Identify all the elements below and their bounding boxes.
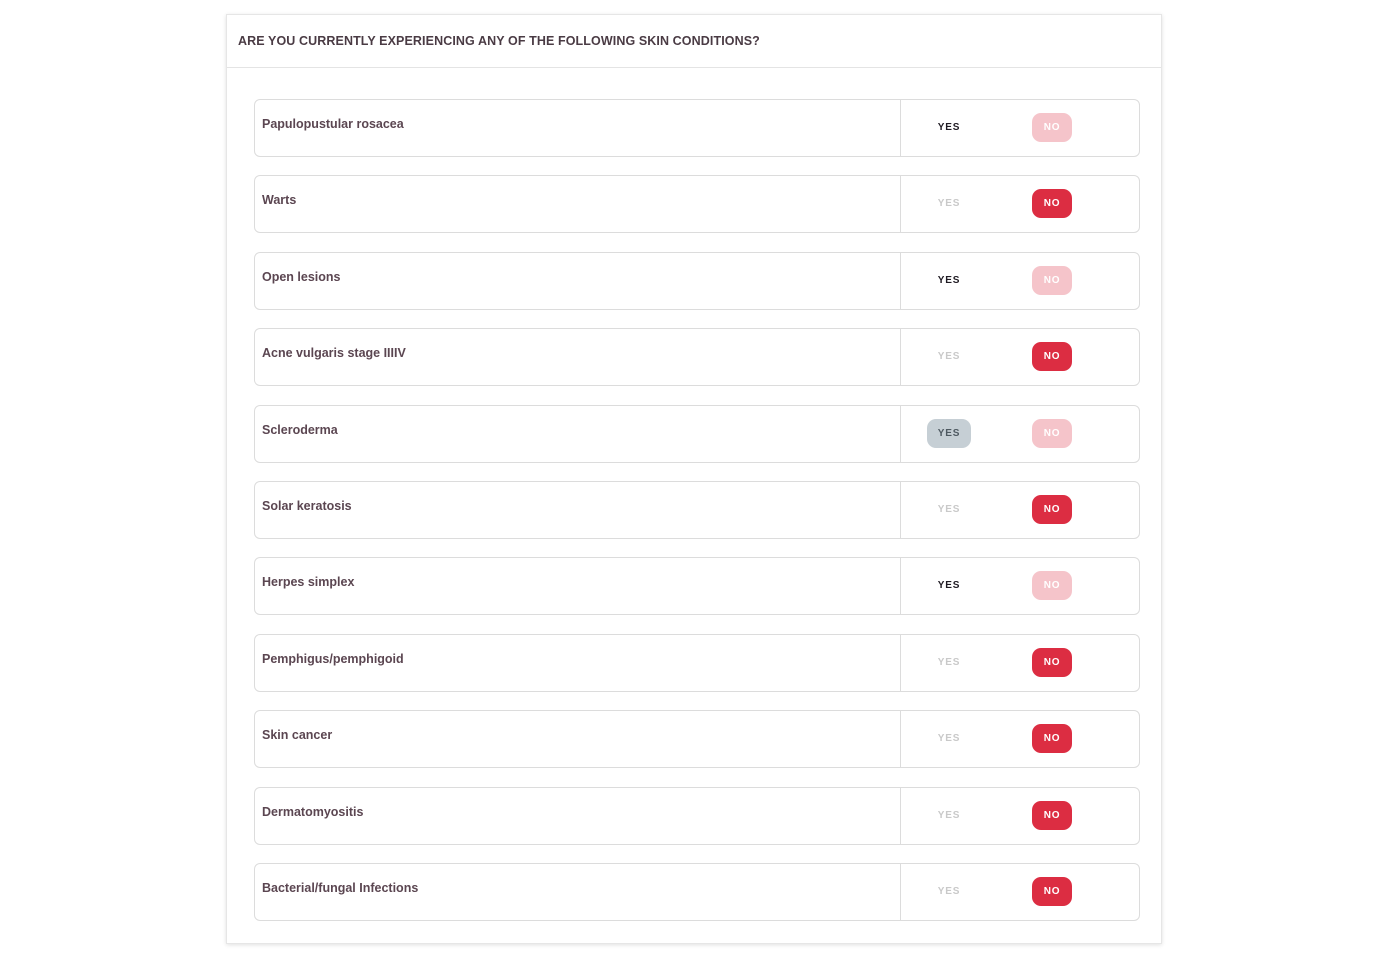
condition-label: Solar keratosis (255, 482, 901, 538)
yes-button[interactable]: YES (937, 198, 961, 210)
card-header (227, 15, 1161, 68)
yes-button[interactable]: YES (937, 733, 961, 745)
condition-row (254, 328, 1140, 386)
no-button[interactable]: NO (1032, 113, 1072, 142)
no-button[interactable]: NO (1032, 801, 1072, 830)
condition-label: Pemphigus/pemphigoid (255, 635, 901, 691)
yes-button[interactable]: YES (937, 274, 961, 286)
condition-label: Open lesions (255, 253, 901, 309)
no-button[interactable]: NO (1032, 419, 1072, 448)
condition-row (254, 863, 1140, 921)
yes-no-toggle (901, 406, 1139, 462)
condition-row (254, 557, 1140, 615)
no-button[interactable]: NO (1032, 571, 1072, 600)
yes-no-toggle (901, 482, 1139, 538)
yes-button[interactable]: YES (937, 809, 961, 821)
condition-label: Skin cancer (255, 711, 901, 767)
skin-conditions-card (226, 14, 1162, 944)
yes-button[interactable]: YES (937, 656, 961, 668)
yes-button[interactable]: YES (937, 503, 961, 515)
condition-label: Dermatomyositis (255, 788, 901, 844)
yes-no-toggle (901, 788, 1139, 844)
yes-button[interactable]: YES (937, 351, 961, 363)
condition-row (254, 634, 1140, 692)
condition-row (254, 405, 1140, 463)
yes-no-toggle (901, 100, 1139, 156)
no-button[interactable]: NO (1032, 266, 1072, 295)
yes-no-toggle (901, 558, 1139, 614)
yes-button[interactable]: YES (927, 419, 971, 448)
condition-row (254, 252, 1140, 310)
yes-no-toggle (901, 176, 1139, 232)
no-button[interactable]: NO (1032, 724, 1072, 753)
no-button[interactable]: NO (1032, 648, 1072, 677)
condition-label: Warts (255, 176, 901, 232)
yes-no-toggle (901, 253, 1139, 309)
yes-no-toggle (901, 635, 1139, 691)
condition-row (254, 710, 1140, 768)
condition-label: Acne vulgaris stage IIIIV (255, 329, 901, 385)
no-button[interactable]: NO (1032, 342, 1072, 371)
yes-no-toggle (901, 329, 1139, 385)
question-title: ARE YOU CURRENTLY EXPERIENCING ANY OF THE FOLLOWING SKIN CONDITIONS? (238, 34, 760, 48)
condition-label: Herpes simplex (255, 558, 901, 614)
condition-row (254, 481, 1140, 539)
yes-no-toggle (901, 711, 1139, 767)
conditions-list (254, 99, 1140, 939)
condition-row (254, 787, 1140, 845)
yes-button[interactable]: YES (937, 885, 961, 897)
no-button[interactable]: NO (1032, 189, 1072, 218)
condition-row (254, 99, 1140, 157)
yes-button[interactable]: YES (937, 580, 961, 592)
condition-label: Scleroderma (255, 406, 901, 462)
yes-no-toggle (901, 864, 1139, 920)
condition-label: Papulopustular rosacea (255, 100, 901, 156)
no-button[interactable]: NO (1032, 495, 1072, 524)
no-button[interactable]: NO (1032, 877, 1072, 906)
condition-label: Bacterial/fungal Infections (255, 864, 901, 920)
condition-row (254, 175, 1140, 233)
yes-button[interactable]: YES (937, 122, 961, 133)
